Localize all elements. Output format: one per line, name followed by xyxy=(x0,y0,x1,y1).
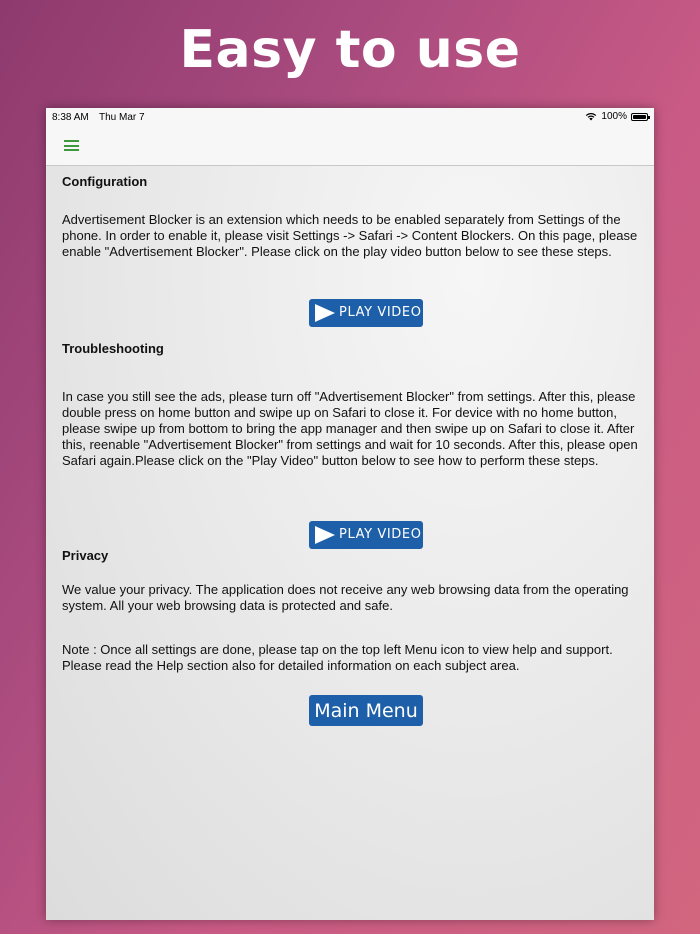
troubleshooting-title: Troubleshooting xyxy=(62,341,164,356)
wifi-icon xyxy=(585,112,597,121)
promo-headline: Easy to use xyxy=(179,20,521,80)
play-video-label: PLAY VIDEO xyxy=(339,305,422,320)
status-time: 8:38 AM xyxy=(52,112,89,123)
hamburger-menu-icon[interactable] xyxy=(64,140,79,151)
battery-icon xyxy=(631,113,648,121)
nav-bar xyxy=(46,126,654,166)
configuration-title: Configuration xyxy=(62,174,148,189)
play-video-label: PLAY VIDEO xyxy=(339,527,422,542)
troubleshooting-body: In case you still see the ads, please turn off "Advertisement Blocker" from settings. After this, please double press on home button and swipe up on Safari to close it. For device with no home button, please swipe up from bottom to bring the app manager and then swipe up on Safari to close it. After this, reenable "Advertisement Blocker" from settings and wait for 10 seconds. After this, please open Safari again.Please click on the "Play Video" button below to see how to perform these steps. xyxy=(62,389,638,468)
device-screen xyxy=(46,108,654,920)
privacy-body: We value your privacy. The application does not receive any web browsing data from the operating system. All your web browsing data is protected and safe. xyxy=(62,582,629,613)
privacy-title: Privacy xyxy=(62,548,109,563)
configuration-body: Advertisement Blocker is an extension which needs to be enabled separately from Settings of the phone. In order to enable it, please visit Settings -> Safari -> Content Blockers. On this page, please enable "Advertisement Blocker". Please click on the play video button below to see these steps. xyxy=(62,212,638,259)
play-icon xyxy=(315,526,335,544)
main-menu-button[interactable]: Main Menu xyxy=(309,695,423,726)
play-icon xyxy=(315,304,335,322)
play-video-button-troubleshooting[interactable] xyxy=(309,521,423,549)
status-date: Thu Mar 7 xyxy=(99,112,145,123)
status-bar xyxy=(46,108,654,126)
note-text: Note : Once all settings are done, please tap on the top left Menu icon to view help and support. Please read the Help section also for detailed information on each subject area. xyxy=(62,642,613,673)
play-video-button-configuration[interactable] xyxy=(309,299,423,327)
battery-percent: 100% xyxy=(601,111,627,122)
status-right xyxy=(585,111,648,122)
